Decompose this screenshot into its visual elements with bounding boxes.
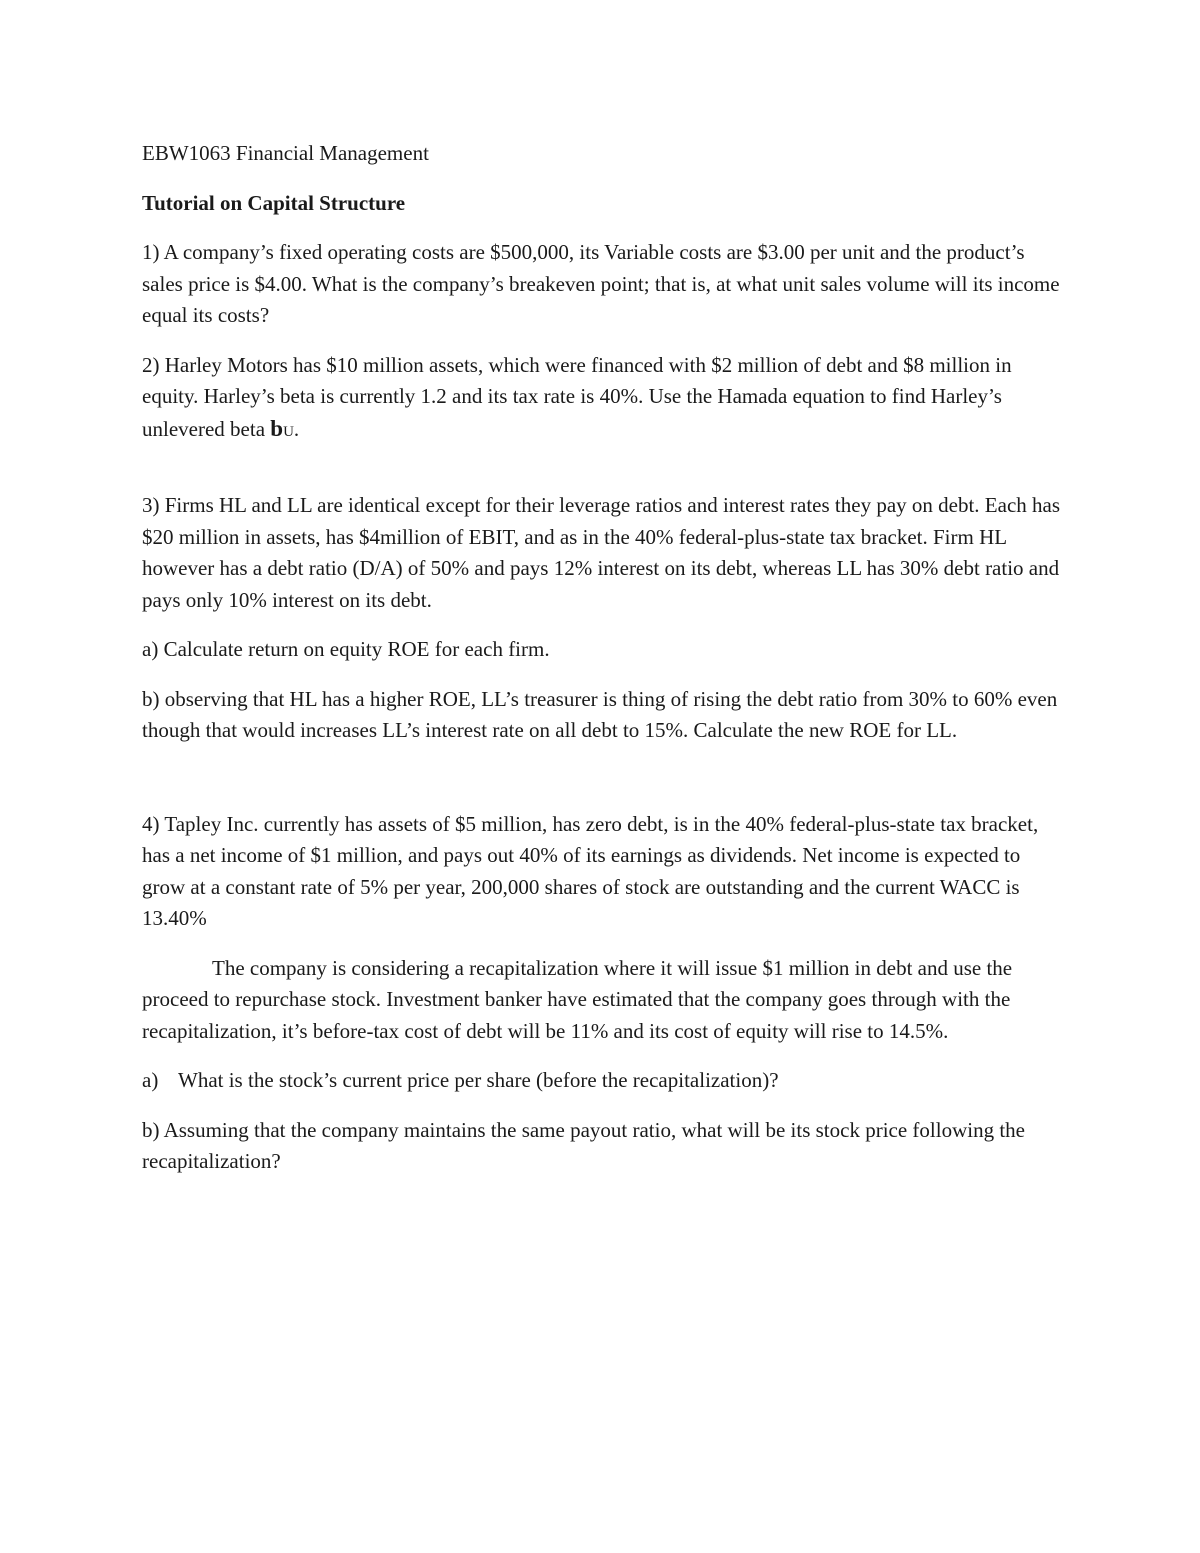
question-2 xyxy=(142,350,1062,449)
question-4: 4) Tapley Inc. currently has assets of $5 million, has zero debt, is in the 40% federal-plus-state tax bracket, has a net income of $1 million, and pays out 40% of its earnings as dividends. Net income is expected to grow at a constant rate of 5% per year, 200,000 shares of stock are outstanding and the current WACC is 13.40% xyxy=(142,811,1039,930)
question-3b: b) observing that HL has a higher ROE, LL’s treasurer is thing of rising the debt ratio from 30% to 60% even though that would increases LL’s interest rate on all debt to 15%. Calculate the new ROE for LL. xyxy=(142,686,1058,742)
beta-subscript: U xyxy=(283,423,294,440)
question-4a-label: a) xyxy=(142,1068,159,1092)
beta-symbol: b xyxy=(270,415,284,441)
question-4b: b) Assuming that the company maintains the same payout ratio, what will be its stock price following the recapitalization? xyxy=(142,1117,1025,1173)
question-3a: a) Calculate return on equity ROE for each firm. xyxy=(142,637,550,661)
question-4a-text: What is the stock’s current price per share (before the recapitalization)? xyxy=(178,1068,779,1092)
question-3: 3) Firms HL and LL are identical except for their leverage ratios and interest rates they pay on debt. Each has $20 million in assets, has $4million of EBIT, and as in the 40% federal-plus-state tax bracket. Firm HL however has a debt ratio (D/A) of 50% and pays 12% interest on its debt, whereas LL has 30% debt ratio and pays only 10% interest on its debt. xyxy=(142,493,1061,612)
question-2-end: . xyxy=(293,416,300,441)
document-heading: Tutorial on Capital Structure xyxy=(142,190,406,215)
question-4a xyxy=(142,1065,1062,1097)
document-page xyxy=(142,138,1062,1196)
question-2-text: 2) Harley Motors has $10 million assets, which were financed with $2 million of debt and $8 million in equity. Harley’s beta is currently 1.2 and its tax rate is 40%. Use the Hamada equation to find Harley’s unlevered beta xyxy=(142,352,1012,441)
question-1: 1) A company’s fixed operating costs are $500,000, its Variable costs are $3.00 per unit and the product’s sales price is $4.00. What is the company’s breakeven point; that is, at what unit sales volume will its income equal its costs? xyxy=(142,240,1060,327)
question-4-paragraph: The company is considering a recapitalization where it will issue $1 million in debt and use the proceed to repurchase stock. Investment banker have estimated that the company goes through with the recapitalization, it’s before-tax cost of debt will be 11% and its cost of equity will rise to 14.5%. xyxy=(142,955,1013,1043)
course-title: EBW1063 Financial Management xyxy=(142,141,429,165)
